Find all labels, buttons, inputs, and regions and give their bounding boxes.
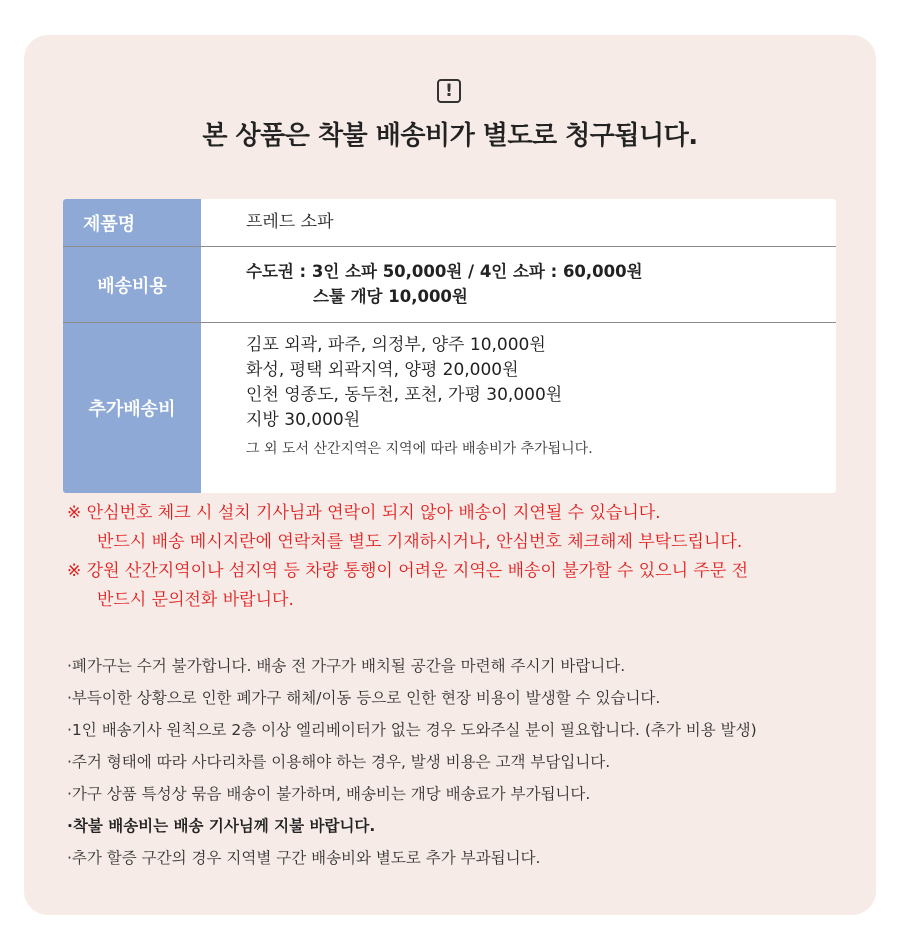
list-item: ·착불 배송비는 배송 기사님께 지불 바랍니다.	[67, 817, 376, 835]
product-name-value	[246, 199, 826, 246]
extra-shipping-line-1: 김포 외곽, 파주, 의정부, 양주 10,000원	[246, 335, 546, 355]
extra-shipping-line-4: 지방 30,000원	[246, 410, 361, 430]
warning-line-2: 반드시 배송 메시지란에 연락처를 별도 기재하시거나, 안심번호 체크해제 부탁드립니다.	[97, 532, 743, 552]
list-item: ·부득이한 상황으로 인한 폐가구 해체/이동 등으로 인한 현장 비용이 발생할 수 있습니다.	[67, 689, 661, 707]
list-item: ·1인 배송기사 원칙으로 2층 이상 엘리베이터가 없는 경우 도와주실 분이 필요합니다. (추가 비용 발생)	[67, 721, 757, 739]
warning-line-3: ※ 강원 산간지역이나 섬지역 등 차량 통행이 어려운 지역은 배송이 불가할 수 있으니 주문 전	[67, 561, 749, 581]
row-label-extra-shipping: 추가배송비	[63, 323, 201, 493]
shipping-cost-line-1: 수도권 : 3인 소파 50,000원 / 4인 소파 : 60,000원	[246, 262, 643, 281]
table-row-shipping-cost	[63, 247, 836, 323]
warning-line-1: ※ 안심번호 체크 시 설치 기사님과 연락이 되지 않아 배송이 지연될 수 있습니다.	[67, 503, 661, 523]
shipping-cost-value	[246, 247, 826, 322]
extra-shipping-line-2: 화성, 평택 외곽지역, 양평 20,000원	[246, 360, 519, 380]
extra-shipping-note: 그 외 도서 산간지역은 지역에 따라 배송비가 추가됩니다.	[246, 441, 593, 457]
extra-shipping-value	[246, 323, 826, 493]
warning-line-4: 반드시 문의전화 바랍니다.	[97, 590, 294, 610]
shipping-cost-line-2: 스툴 개당 10,000원	[313, 287, 468, 306]
list-item: ·폐가구는 수거 불가합니다. 배송 전 가구가 배치될 공간을 마련해 주시기 바랍니다.	[67, 657, 626, 675]
row-label-shipping-cost: 배송비용	[63, 247, 201, 322]
warning-notes	[67, 499, 867, 615]
shipping-info-table	[63, 199, 836, 493]
page-title: 본 상품은 착불 배송비가 별도로 청구됩니다.	[202, 121, 698, 151]
policy-list	[67, 650, 877, 874]
table-row-extra-shipping	[63, 323, 836, 493]
list-item: ·주거 형태에 따라 사다리차를 이용해야 하는 경우, 발생 비용은 고객 부담입니다.	[67, 753, 611, 771]
list-item: ·가구 상품 특성상 묶음 배송이 불가하며, 배송비는 개당 배송료가 부가됩니다.	[67, 785, 591, 803]
exclamation-box-icon: !	[437, 79, 461, 103]
extra-shipping-line-3: 인천 영종도, 동두천, 포천, 가평 30,000원	[246, 385, 563, 405]
list-item: ·추가 할증 구간의 경우 지역별 구간 배송비와 별도로 추가 부과됩니다.	[67, 849, 541, 867]
table-row-product	[63, 199, 836, 247]
product-name-line: 프레드 소파	[246, 212, 334, 232]
row-label-product: 제품명	[63, 199, 201, 246]
